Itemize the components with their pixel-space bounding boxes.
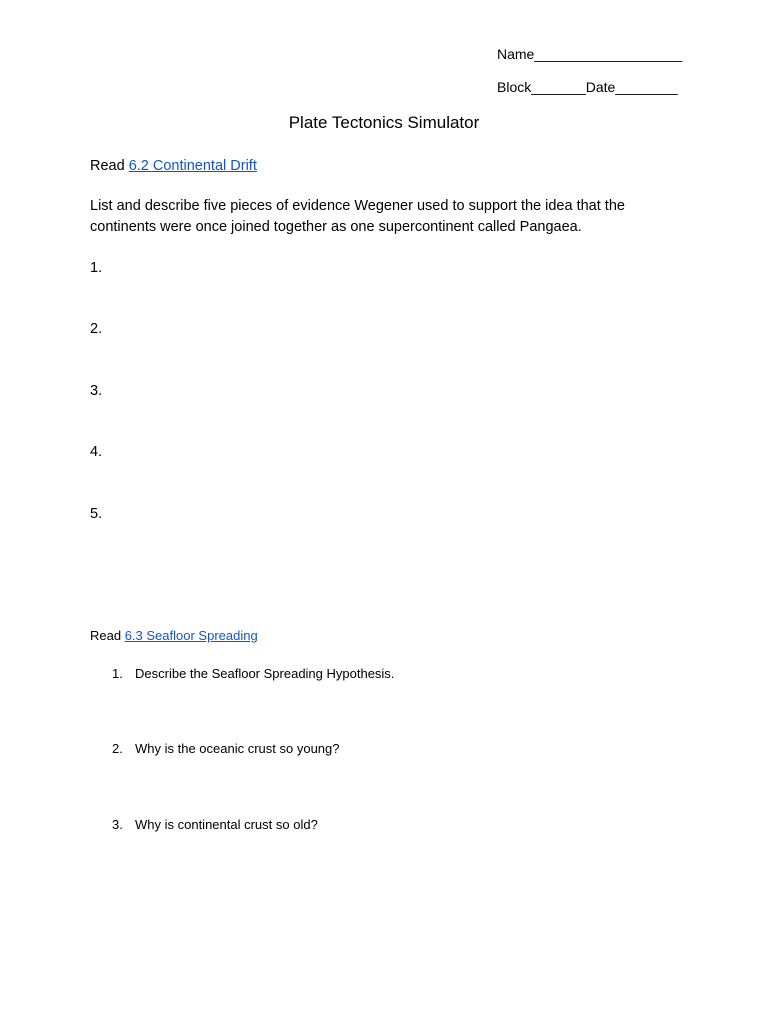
question-number: 1. — [112, 666, 123, 681]
block-date-field-line[interactable]: Block_______Date________ — [497, 79, 678, 95]
name-field-line[interactable]: Name___________________ — [497, 46, 683, 62]
read-instruction-continental-drift — [90, 157, 257, 175]
read-prefix: Read — [90, 628, 125, 643]
question-1 — [112, 666, 394, 682]
evidence-item-3: 3. — [90, 383, 103, 399]
question-3 — [112, 817, 318, 833]
page-title: Plate Tectonics Simulator — [288, 113, 480, 132]
question-number: 3. — [112, 817, 123, 832]
evidence-item-1: 1. — [90, 260, 103, 276]
read-instruction-seafloor-spreading — [90, 628, 258, 644]
question-text: Why is the oceanic crust so young? — [135, 741, 340, 756]
question-text: Describe the Seafloor Spreading Hypothesis. — [135, 666, 395, 681]
continental-drift-link[interactable]: 6.2 Continental Drift — [128, 158, 257, 174]
question-number: 2. — [112, 741, 123, 756]
evidence-item-2: 2. — [90, 321, 103, 337]
evidence-item-5: 5. — [90, 506, 103, 522]
question-text: Why is continental crust so old? — [135, 817, 318, 832]
evidence-prompt: List and describe five pieces of evidence Wegener used to support the idea that the continents were once joined together as one supercontinent called Pangaea. — [90, 198, 625, 235]
read-prefix: Read — [90, 158, 129, 174]
evidence-item-4: 4. — [90, 444, 103, 460]
question-2 — [112, 741, 340, 757]
seafloor-spreading-link[interactable]: 6.3 Seafloor Spreading — [124, 628, 258, 643]
